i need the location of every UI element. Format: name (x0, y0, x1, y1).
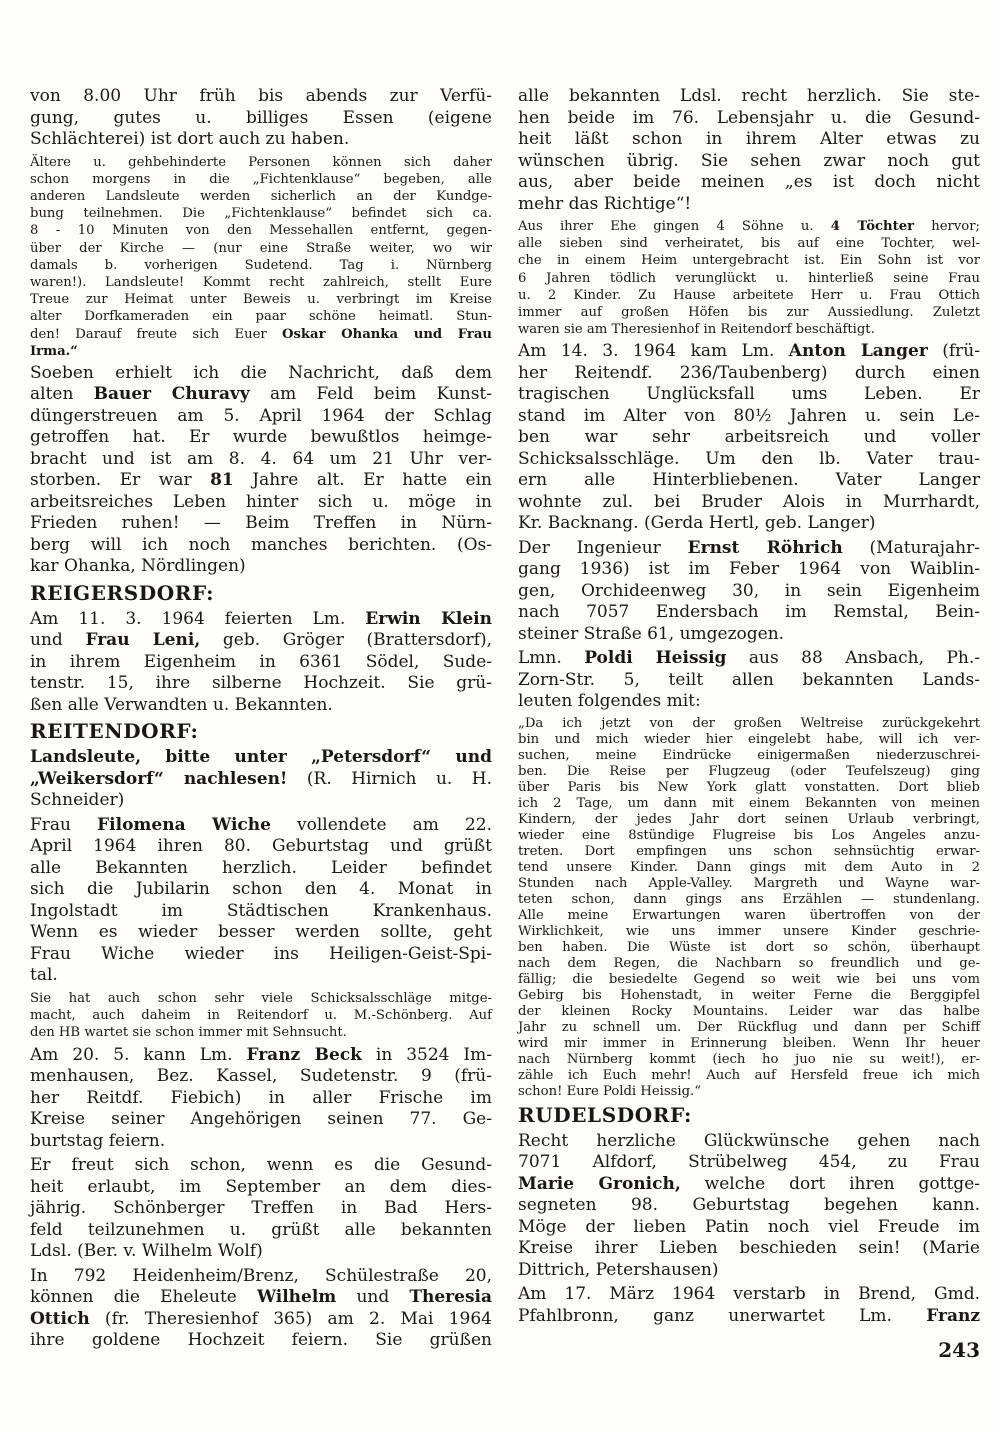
text-line: Frau Filomena Wiche vollendete am 22. (30, 814, 493, 835)
page-number: 243 (938, 1338, 980, 1362)
text-line: treten. Dort empfingen uns schon sehnsüchtig erwar- (518, 843, 980, 859)
text-line: schon morgens in die „Fichtenklause“ begeben, alle (30, 171, 492, 187)
text-line: Recht herzliche Glückwünsche gehen nach (518, 1130, 980, 1151)
text-line: Gebirg bis Hohenstadt, in weiter Ferne die Berggipfel (518, 987, 980, 1003)
paragraph-ottich-fortsetzung (518, 86, 980, 215)
text-line: Schicksalsschläge. Um den lb. Vater trau- (518, 448, 980, 469)
text-line: Zorn-Str. 5, teilt allen bekannten Lands- (518, 669, 980, 690)
text-line: den HB wartet sie schon immer mit Sehnsucht. (30, 1025, 347, 1041)
text-line: Alle meine Erwartungen waren übertroffen von der (518, 907, 980, 923)
text-line: damals b. vorherigen Sudetend. Tag i. Nürnberg (30, 257, 492, 273)
text-line: Marie Gronich, welche dort ihren gottge- (518, 1173, 980, 1194)
text-line: wohnte zul. bei Bruder Alois in Murrhardt, (518, 491, 980, 512)
text-line: alten Bauer Churavy am Feld beim Kunst- (30, 384, 492, 405)
text-line: ben war sehr arbeitsreich und voller (518, 427, 980, 448)
text-line: April 1964 ihren 80. Geburtstag und grüßt (30, 836, 492, 857)
heading-reigersdorf (30, 581, 492, 606)
text-line: Schlächterei) ist dort auch zu haben. (30, 129, 350, 149)
text-line: über der Kirche — (nur eine Straße weiter, wo wir (30, 240, 492, 256)
paragraph-bauer-churavy (30, 363, 492, 578)
text-line: Kreise ihrer Lieben beschieden sein! (Marie (518, 1238, 980, 1259)
text-line: schon! Eure Poldi Heissig.“ (518, 1083, 701, 1099)
heading-rudelsdorf (518, 1103, 980, 1128)
text-line: tend unsere Kinder. Dann gings mit dem Auto in 2 (518, 859, 980, 875)
text-line: nach 7057 Endersbach im Remstal, Bein- (518, 602, 980, 623)
text-line: Der Ingenieur Ernst Röhrich (Maturajahr- (518, 537, 980, 558)
paragraph-poldi-heissig-intro (518, 648, 980, 713)
text-line: zähle ich Euch mehr! Auch auf Hersfeld freue ich mich (518, 1067, 980, 1083)
right-text-column (518, 86, 980, 1355)
text-line: den! Darauf freute sich Euer Oskar Ohanka und Frau (30, 326, 492, 342)
text-line: REITENDORF: (30, 719, 199, 744)
text-line: ich 2 Tage, um dann mit einem Bekannten von meinen (518, 795, 980, 811)
text-line: gung, gutes u. billiges Essen (eigene (30, 107, 492, 128)
paragraph-erwin-klein (30, 609, 492, 717)
text-line: immer auf großen Höfen bis zur Aussiedlung. Zuletzt (518, 305, 980, 321)
text-line: macht, auch daheim in Reitendorf u. M.-Schönberg. Auf (30, 1008, 492, 1024)
text-line: u. 2 Kinder. Zu Hause arbeitete Herr u. Frau Ottich (518, 287, 980, 303)
text-line: Sie hat auch schon sehr viele Schicksalsschläge mitge- (30, 990, 492, 1006)
text-line: Ottich (fr. Theresienhof 365) am 2. Mai 1964 (30, 1308, 492, 1329)
text-line: berg will ich noch manches berichten. (Os- (30, 534, 492, 555)
text-line: Frau Wiche wieder ins Heiligen-Geist-Spi- (30, 943, 492, 964)
text-line: jährig. Schönberger Treffen in Bad Hers- (30, 1198, 492, 1219)
two-column-text-area (30, 86, 980, 1355)
paragraph-brend-todesfall (518, 1284, 980, 1327)
paragraph-wiche-schicksal (30, 990, 492, 1042)
paragraph-filomena-wiche (30, 815, 492, 987)
text-line: „Da ich jetzt von der großen Weltreise zurückgekehrt (518, 715, 980, 731)
text-line: RUDELSDORF: (518, 1102, 693, 1127)
text-line: mehr das Richtige“! (518, 193, 692, 214)
text-line: teten schon, dann gings ans Erzählen — stundenlang. (518, 891, 980, 907)
left-text-column (30, 86, 492, 1355)
heading-reitendorf (30, 719, 492, 744)
text-line: arbeitsreiches Leben hinter sich u. möge in (30, 491, 492, 512)
text-line: Am 11. 3. 1964 feierten Lm. Erwin Klein (30, 608, 492, 629)
text-line: 7071 Alfdorf, Strübelweg 454, zu Frau (518, 1152, 980, 1173)
text-line: bung teilnehmen. Die „Fichtenklause“ befindet sich ca. (30, 206, 492, 222)
text-line: tragischen Unglücksfall ums Leben. Er (518, 384, 980, 405)
text-line: nach dem Regen, die Nachbarn so freundlich und ge- (518, 955, 980, 971)
paragraph-beck-treffen (30, 1155, 492, 1263)
text-line: aus, aber beide meinen „es ist doch nicht (518, 172, 980, 192)
text-line: Pfahlbronn, ganz unerwartet Lm. Franz (518, 1305, 980, 1326)
text-line: alle bekannten Ldsl. recht herzlich. Sie ste- (518, 86, 980, 106)
text-line: Ingolstadt im Städtischen Krankenhaus. (30, 900, 492, 921)
text-line: Am 14. 3. 1964 kam Lm. Anton Langer (frü- (518, 341, 980, 362)
text-line: Aus ihrer Ehe gingen 4 Söhne u. 4 Töchter hervor; (518, 219, 980, 234)
paragraph-ottich-familie (518, 218, 980, 338)
paragraph-ernst-roehrich (518, 538, 980, 646)
text-line: alter Dorfkameraden ein paar schöne heimatl. Stun- (30, 309, 492, 325)
text-line: anderen Landsleute werden sicherlich an der Kundge- (30, 188, 492, 204)
paragraph-fichtenklause-hinweis (30, 154, 492, 360)
text-line: getroffen hat. Er wurde bewußtlos heimge- (30, 427, 492, 448)
text-line: feld teilzunehmen u. grüßt alle bekannten (30, 1219, 492, 1240)
text-line: hen beide im 76. Lebensjahr u. die Gesund- (518, 107, 980, 128)
text-line: heit läßt schon in ihrem Alter etwas zu (518, 129, 980, 149)
text-line: Lmn. Poldi Heissig aus 88 Ansbach, Ph.- (518, 648, 980, 669)
text-line: Kr. Backnang. (Gerda Hertl, geb. Langer) (518, 513, 876, 534)
text-line: ben haben. Die Wüste ist dort so schön, überhaupt (518, 939, 980, 955)
text-line: Landsleute, bitte unter „Petersdorf“ und (30, 747, 492, 768)
text-line: sich die Jubilarin schon den 4. Monat in (30, 879, 492, 900)
text-line: Dittrich, Petershausen) (518, 1259, 719, 1280)
text-line: gen, Orchideenweg 30, in sein Eigenheim (518, 580, 980, 601)
text-line: bracht und ist am 8. 4. 64 um 21 Uhr ver- (30, 448, 492, 469)
text-line: Soeben erhielt ich die Nachricht, daß dem (30, 362, 492, 383)
text-line: von 8.00 Uhr früh bis abends zur Verfü- (30, 86, 492, 106)
text-line: alle sieben sind verheiratet, bis auf eine Tochter, wel- (518, 236, 980, 252)
text-line: menhausen, Bez. Kassel, Sudetenstr. 9 (frü- (30, 1066, 492, 1087)
text-line: tal. (30, 965, 58, 986)
text-line: her Reitendf. 236/Taubenberg) durch einen (518, 362, 980, 383)
text-line: che in einem Heim untergebracht ist. Ein Sohn ist vor (518, 253, 980, 269)
text-line: düngerstreuen am 5. April 1964 der Schlag (30, 405, 492, 426)
text-line: waren!). Landsleute! Kommt recht zahlreich, stellt Eure (30, 274, 492, 290)
text-line: Wenn es wieder besser werden sollte, geht (30, 922, 492, 943)
text-line: tenstr. 15, ihre silberne Hochzeit. Sie grü- (30, 673, 492, 694)
paragraph-marie-gronich (518, 1131, 980, 1282)
text-line: In 792 Heidenheim/Brenz, Schülestraße 20, (30, 1265, 492, 1286)
text-line: Frieden ruhen! — Beim Treffen in Nürn- (30, 513, 492, 534)
text-line: segneten 98. Geburtstag begehen kann. (518, 1195, 980, 1216)
paragraph-fichtenklause-essen (30, 86, 492, 151)
paragraph-anton-langer (518, 341, 980, 535)
text-line: storben. Er war 81 Jahre alt. Er hatte ein (30, 470, 492, 491)
text-line: burtstag feiern. (30, 1130, 166, 1151)
text-line: wieder eine 8stündige Flugreise bis Los Angeles anzu- (518, 827, 980, 843)
text-line: Am 17. März 1964 verstarb in Brend, Gmd. (518, 1284, 980, 1305)
text-line: „Weikersdorf“ nachlesen! (R. Hirnich u. H. (30, 768, 493, 789)
text-line: ern alle Hinterbliebenen. Vater Langer (518, 470, 980, 491)
text-line: REIGERSDORF: (30, 580, 215, 605)
text-line: heit erlaubt, im September an dem dies- (30, 1176, 492, 1197)
text-line: bin und mich wieder hier eingelebt habe, will ich ver- (518, 731, 980, 747)
text-line: können die Eheleute Wilhelm und Theresia (30, 1287, 492, 1308)
text-line: waren sie am Theresienhof in Reitendorf beschäftigt. (518, 322, 875, 338)
text-line: suchen, meine Eindrücke einigermaßen niederzuschrei- (518, 747, 980, 763)
text-line: 6 Jahren tödlich verunglückt u. hinterließ seine Frau (518, 270, 980, 286)
text-line: Ältere u. gehbehinderte Personen können sich daher (30, 154, 492, 170)
text-line: ßen alle Verwandten u. Bekannten. (30, 694, 333, 715)
text-line: kar Ohanka, Nördlingen) (30, 556, 246, 577)
text-line: in ihrem Eigenheim in 6361 Södel, Sude- (30, 651, 492, 672)
text-line: wird mir immer in Erinnerung bleiben. Wenn Ihr heuer (518, 1035, 980, 1051)
text-line: leuten folgendes mit: (518, 691, 701, 712)
text-line: der kleinen Rocky Mountains. Leider war das halbe (518, 1003, 980, 1019)
paragraph-heissig-weltreise (518, 716, 980, 1100)
text-line: Kreise seiner Angehörigen seinen 77. Ge- (30, 1109, 492, 1130)
paragraph-franz-beck (30, 1045, 492, 1153)
text-line: Möge der lieben Patin noch viel Freude im (518, 1216, 980, 1237)
text-line: steiner Straße 61, umgezogen. (518, 623, 785, 644)
text-line: Stunden nach Apple-Valley. Margreth und Wayne war- (518, 875, 980, 891)
text-line: und Frau Leni, geb. Gröger (Brattersdorf), (30, 630, 493, 651)
text-line: 8 - 10 Minuten von den Messehallen entfernt, gegen- (30, 223, 492, 239)
text-line: über Paris bis New York glatt vonstatten. Dort blieb (518, 779, 980, 795)
text-line: ihre goldene Hochzeit feiern. Sie grüßen (30, 1330, 492, 1351)
text-line: stand im Alter von 80½ Jahren u. sein Le- (518, 405, 980, 426)
paragraph-nachlesen-hinweis (30, 747, 492, 812)
text-line: Wirklichkeit, wie uns immer unsere Kinder geschrie- (518, 923, 980, 939)
paragraph-ottich-hochzeit (30, 1266, 492, 1352)
text-line: gang 1936) ist im Feber 1964 von Waiblin- (518, 559, 980, 580)
text-line: Irma.“ (30, 343, 78, 359)
text-line: ben. Die Reise per Flugzeug (oder Teufelszeug) ging (518, 763, 980, 779)
text-line: Ldsl. (Ber. v. Wilhelm Wolf) (30, 1241, 263, 1262)
text-line: nach Nürnberg kommt (iech ho juo nie su weit!), er- (518, 1051, 980, 1067)
text-line: Jahr zu schnell um. Der Rückflug und dann per Schiff (518, 1019, 980, 1035)
text-line: Treue zur Heimat unter Beweis u. verbringt im Kreise (30, 292, 492, 308)
text-line: Am 20. 5. kann Lm. Franz Beck in 3524 Im- (30, 1044, 492, 1065)
text-line: Kindern, der jedes Jahr dort seinen Urlaub verbringt, (518, 811, 980, 827)
text-line: wünschen übrig. Sie sehen zwar noch gut (518, 150, 980, 171)
text-line: her Reitdf. Fiebich) in aller Frische im (30, 1087, 492, 1108)
text-line: alle Bekannten herzlich. Leider befindet (30, 857, 492, 878)
text-line: Schneider) (30, 790, 125, 811)
text-line: Er freut sich schon, wenn es die Gesund- (30, 1155, 492, 1176)
text-line: fällig; die besiedelte Gegend so weit wie bei uns vom (518, 971, 980, 987)
